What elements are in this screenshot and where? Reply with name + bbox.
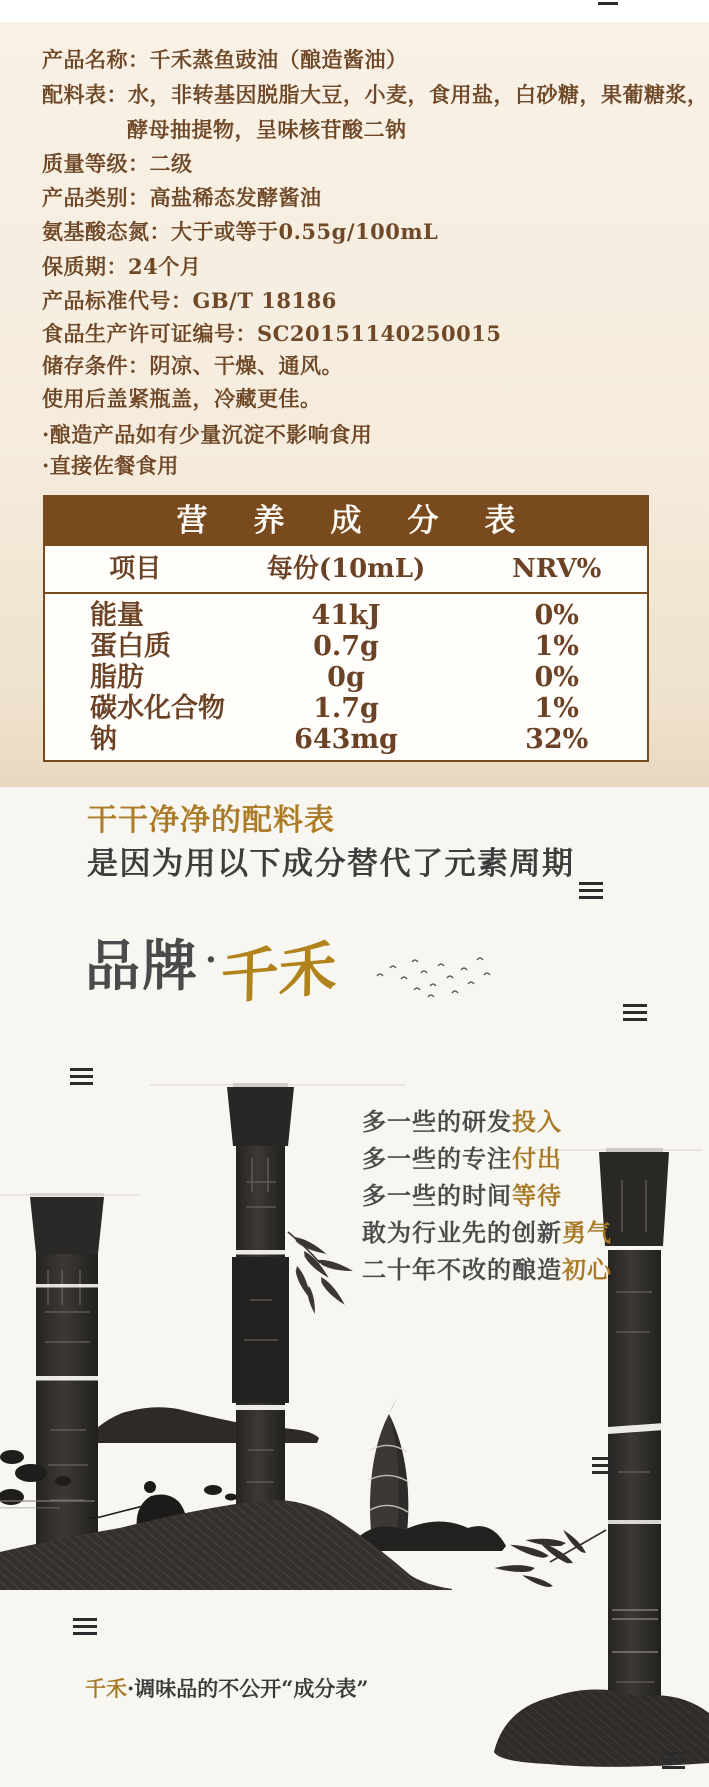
nutrition-row-sodium — [45, 724, 647, 755]
nutrient-name: 蛋白质 — [90, 631, 171, 662]
nutrient-amount: 0g — [327, 662, 365, 693]
vat-column-left — [30, 1193, 104, 1580]
caption-text: ·调味品的不公开“成分表” — [127, 1676, 369, 1701]
spec-value: ·酿造产品如有少量沉淀不影响食用 — [42, 422, 373, 447]
spec-value: 阴凉、干燥、通风。 — [149, 353, 343, 378]
brand-prefix: 品牌 — [85, 933, 200, 998]
slogan-highlight: 投入 — [512, 1107, 562, 1136]
spec-line-amino-nitrogen — [42, 216, 438, 246]
slogan-highlight: 付出 — [512, 1144, 562, 1173]
horizon-lines — [0, 1085, 702, 1195]
spec-value: 水，非转基因脱脂大豆，小麦，食用盐，白砂糖，果葡糖浆， — [128, 82, 709, 107]
spec-note-sediment — [42, 419, 372, 449]
spec-note-serving — [42, 450, 179, 480]
spec-line-ingredients-2 — [127, 114, 407, 144]
spec-line-standard-code — [42, 285, 337, 315]
slogan-original-intent — [362, 1250, 612, 1285]
nutrition-table-header-row — [45, 546, 647, 594]
nutrient-amount: 643mg — [294, 724, 398, 755]
nutrition-row-fat — [45, 662, 647, 693]
nutrition-col-item: 项目 — [109, 554, 162, 584]
spec-value: 酵母抽提物，呈味核苷酸二钠 — [127, 117, 407, 142]
birds-flock-icon — [377, 958, 490, 997]
slogan-text: 多一些的时间 — [362, 1181, 512, 1210]
nutrition-col-per-serving: 每份(10mL) — [266, 554, 426, 584]
spec-label: 氨基酸态氮： — [42, 219, 171, 244]
nutrient-nrv: 1% — [534, 631, 579, 662]
spec-line-license-number — [42, 318, 501, 348]
slogan-text: 敢为行业先的创新 — [362, 1218, 562, 1247]
nutrition-table-title: 营养成分表 — [45, 497, 647, 546]
menu-icon — [73, 1618, 97, 1635]
spec-line-category — [42, 182, 322, 212]
brand-name-calligraphy: 千禾 — [220, 933, 338, 1013]
menu-icon — [662, 1752, 685, 1769]
bamboo-leaves-lower — [494, 1526, 606, 1591]
spec-value: ·直接佐餐食用 — [42, 453, 179, 478]
menu-icon — [70, 1068, 93, 1085]
spec-value: 大于或等于0.55g/100mL — [171, 219, 439, 244]
nutrient-name: 碳水化合物 — [90, 693, 225, 724]
slogan-time — [362, 1176, 562, 1211]
spec-line-storage-2 — [42, 383, 322, 413]
slogan-focus — [362, 1139, 562, 1174]
bamboo-leaves-upper — [288, 1232, 354, 1314]
spec-line-storage — [42, 350, 343, 380]
slogan-highlight: 勇气 — [562, 1218, 612, 1247]
spec-label: 配料表： — [42, 82, 128, 107]
spec-label: 食品生产许可证编号： — [42, 321, 257, 346]
slogan-text: 多一些的研发 — [362, 1107, 512, 1136]
menu-icon — [623, 1004, 647, 1021]
slogan-text: 多一些的专注 — [362, 1144, 512, 1173]
spec-label: 产品标准代号： — [42, 288, 193, 313]
spec-value: 二级 — [149, 151, 193, 176]
spec-line-ingredients — [42, 79, 709, 109]
spec-line-grade — [42, 148, 193, 178]
nutrition-row-protein — [45, 631, 647, 662]
menu-icon — [579, 882, 603, 899]
slogan-rnd — [362, 1102, 562, 1137]
clean-ingredients-subtitle: 是因为用以下成分替代了元素周期 — [87, 846, 575, 882]
spec-label: 储存条件： — [42, 353, 150, 378]
nutrient-nrv: 1% — [534, 693, 579, 724]
nutrition-col-nrv: NRV% — [512, 554, 602, 584]
spec-label: 产品名称： — [42, 47, 150, 72]
spec-label: 保质期： — [42, 254, 128, 279]
menu-partial-icon — [598, 2, 618, 5]
nutrition-row-carbohydrate — [45, 693, 647, 724]
spec-value: 使用后盖紧瓶盖，冷藏更佳。 — [42, 386, 322, 411]
nutrient-amount: 1.7g — [313, 693, 379, 724]
bottom-caption — [85, 1673, 368, 1703]
caption-brand: 千禾 — [85, 1676, 127, 1701]
spec-label: 产品类别： — [42, 185, 150, 210]
ink-illustration — [0, 920, 709, 1787]
nutrient-amount: 41kJ — [311, 600, 381, 631]
slogan-highlight: 初心 — [562, 1255, 612, 1284]
rocks — [0, 1450, 237, 1509]
nutrient-nrv: 0% — [534, 662, 579, 693]
slogan-highlight: 等待 — [512, 1181, 562, 1210]
clean-ingredients-title: 干干净净的配料表 — [87, 803, 335, 838]
brand-dot-separator: · — [205, 940, 217, 980]
nutrient-amount: 0.7g — [313, 631, 379, 662]
spec-value: SC20151140250015 — [257, 321, 502, 346]
spec-label: 质量等级： — [42, 151, 150, 176]
slogan-courage — [362, 1213, 612, 1248]
nutrient-name: 能量 — [90, 600, 144, 631]
spec-value: GB/T 18186 — [192, 288, 337, 313]
spec-value: 千禾蒸鱼豉油（酿造酱油） — [149, 47, 408, 72]
slogan-text: 二十年不改的酿造 — [362, 1255, 562, 1284]
nutrition-table — [43, 495, 649, 762]
menu-icon — [592, 1457, 611, 1474]
nutrition-row-energy — [45, 600, 647, 631]
spec-value: 24个月 — [128, 254, 202, 279]
spec-line-shelf-life — [42, 251, 201, 281]
nutrient-nrv: 32% — [525, 724, 589, 755]
brand-banner — [85, 918, 338, 1013]
nutrient-name: 脂肪 — [90, 662, 144, 693]
nutrient-name: 钠 — [90, 724, 117, 755]
bamboo-shoot — [350, 1398, 506, 1551]
spec-value: 高盐稀态发酵酱油 — [149, 185, 322, 210]
nutrient-nrv: 0% — [534, 600, 579, 631]
spec-line-product-name — [42, 44, 408, 74]
